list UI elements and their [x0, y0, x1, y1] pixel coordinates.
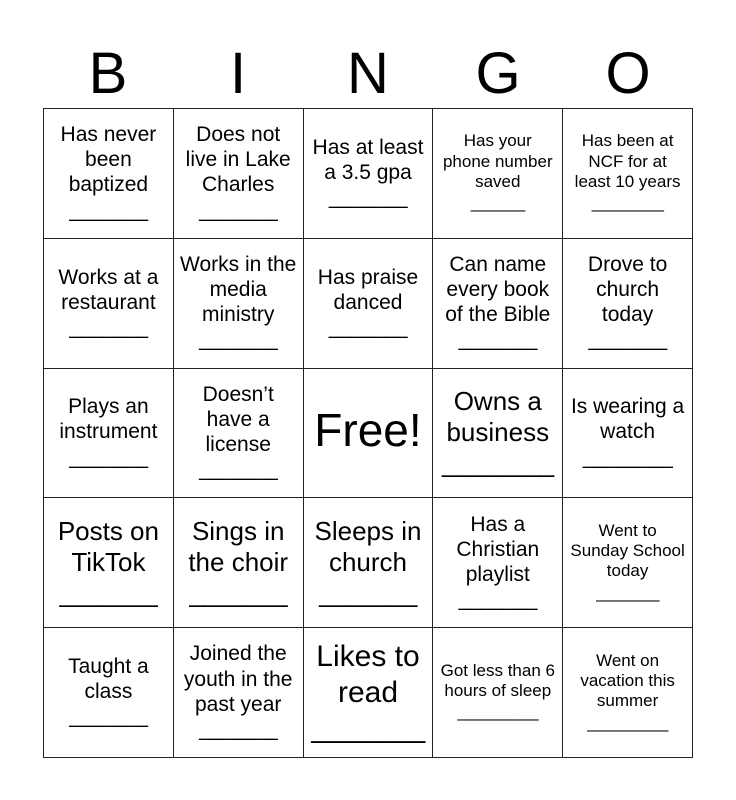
signature-line: _______ — [59, 577, 158, 608]
signature-line: _______ — [69, 705, 148, 729]
bingo-cell[interactable] — [304, 498, 434, 628]
signature-line: _______ — [588, 328, 667, 352]
bingo-cell[interactable] — [304, 109, 434, 239]
cell-prompt: Went to Sunday School today — [570, 520, 685, 581]
bingo-cell[interactable] — [304, 628, 434, 758]
cell-prompt: Got less than 6 hours of sleep — [440, 660, 555, 701]
free-space-cell[interactable] — [304, 369, 434, 499]
bingo-cell[interactable] — [44, 498, 174, 628]
bingo-cell[interactable] — [433, 628, 563, 758]
cell-prompt: Has a Christian playlist — [456, 512, 540, 586]
signature-line: _______ — [199, 717, 278, 741]
bingo-cell[interactable] — [433, 109, 563, 239]
cell-prompt: Has praise danced — [317, 265, 419, 314]
cell-prompt: Owns a business — [446, 385, 550, 447]
cell-prompt: Taught a class — [68, 654, 149, 704]
cell-prompt: Has never been baptized — [60, 123, 157, 197]
bingo-cell[interactable] — [44, 109, 174, 239]
bingo-cell[interactable] — [563, 109, 693, 239]
bingo-cell[interactable] — [563, 369, 693, 499]
signature-line: _______ — [69, 198, 148, 222]
signature-line: ________ — [582, 445, 673, 469]
cell-prompt: Works in the media ministry — [180, 252, 297, 327]
bingo-cell[interactable] — [304, 239, 434, 369]
signature-line: _______ — [69, 315, 148, 339]
signature-line: _______ — [328, 186, 408, 210]
signature-line: _______ — [458, 328, 537, 352]
signature-line: _________ — [457, 702, 539, 722]
bingo-cell[interactable] — [433, 369, 563, 499]
bingo-header — [43, 40, 693, 108]
bingo-cell[interactable] — [174, 239, 304, 369]
bingo-cell[interactable] — [174, 498, 304, 628]
bingo-cell[interactable] — [433, 498, 563, 628]
signature-line: _________ — [587, 712, 668, 732]
cell-prompt: Went on vacation this summer — [580, 650, 675, 711]
signature-line: ______ — [470, 193, 525, 213]
signature-line: _______ — [311, 710, 425, 744]
bingo-cell[interactable] — [44, 628, 174, 758]
signature-line: ________ — [591, 193, 664, 213]
signature-line: ________ — [441, 448, 554, 479]
bingo-cell[interactable] — [44, 239, 174, 369]
cell-prompt: Does not live in Lake Charles — [185, 123, 291, 197]
cell-prompt: Has at least a 3.5 gpa — [312, 135, 424, 184]
cell-prompt: Works at a restaurant — [58, 265, 159, 314]
bingo-cell[interactable] — [174, 628, 304, 758]
signature-line: _______ — [199, 328, 278, 352]
bingo-cell[interactable] — [44, 369, 174, 499]
bingo-cell[interactable] — [563, 628, 693, 758]
cell-prompt: Joined the youth in the past year — [183, 642, 293, 716]
signature-line: _______ — [596, 582, 659, 602]
signature-line: _______ — [319, 577, 417, 608]
header-letter-b: B — [88, 41, 128, 106]
cell-prompt: Doesn’t have a license — [202, 382, 274, 457]
signature-line: _______ — [328, 315, 408, 339]
header-letter-i: I — [229, 41, 247, 106]
cell-prompt: Has your phone number saved — [442, 131, 553, 192]
header-letter-n: N — [347, 41, 389, 106]
free-space-label: Free! — [314, 404, 422, 457]
cell-prompt: Can name every book of the Bible — [445, 252, 551, 327]
cell-prompt: Drove to church today — [587, 252, 668, 327]
signature-line: _______ — [199, 198, 278, 222]
bingo-cell[interactable] — [174, 109, 304, 239]
cell-prompt: Sleeps in church — [314, 515, 422, 577]
bingo-card-grid — [43, 108, 693, 758]
signature-line: _______ — [199, 458, 278, 482]
cell-prompt: Sings in the choir — [188, 515, 289, 577]
signature-line: _______ — [189, 577, 288, 608]
signature-line: _______ — [458, 588, 537, 612]
bingo-cell[interactable] — [433, 239, 563, 369]
cell-prompt: Is wearing a watch — [570, 395, 685, 444]
bingo-cell[interactable] — [563, 498, 693, 628]
signature-line: _______ — [69, 445, 148, 469]
cell-prompt: Has been at NCF for at least 10 years — [574, 131, 681, 192]
bingo-cell[interactable] — [563, 239, 693, 369]
cell-prompt: Posts on TikTok — [57, 515, 159, 577]
bingo-cell[interactable] — [174, 369, 304, 499]
header-letter-g: G — [475, 41, 521, 106]
cell-prompt: Likes to read — [316, 639, 420, 709]
header-letter-o: O — [605, 41, 651, 106]
cell-prompt: Plays an instrument — [59, 395, 158, 444]
